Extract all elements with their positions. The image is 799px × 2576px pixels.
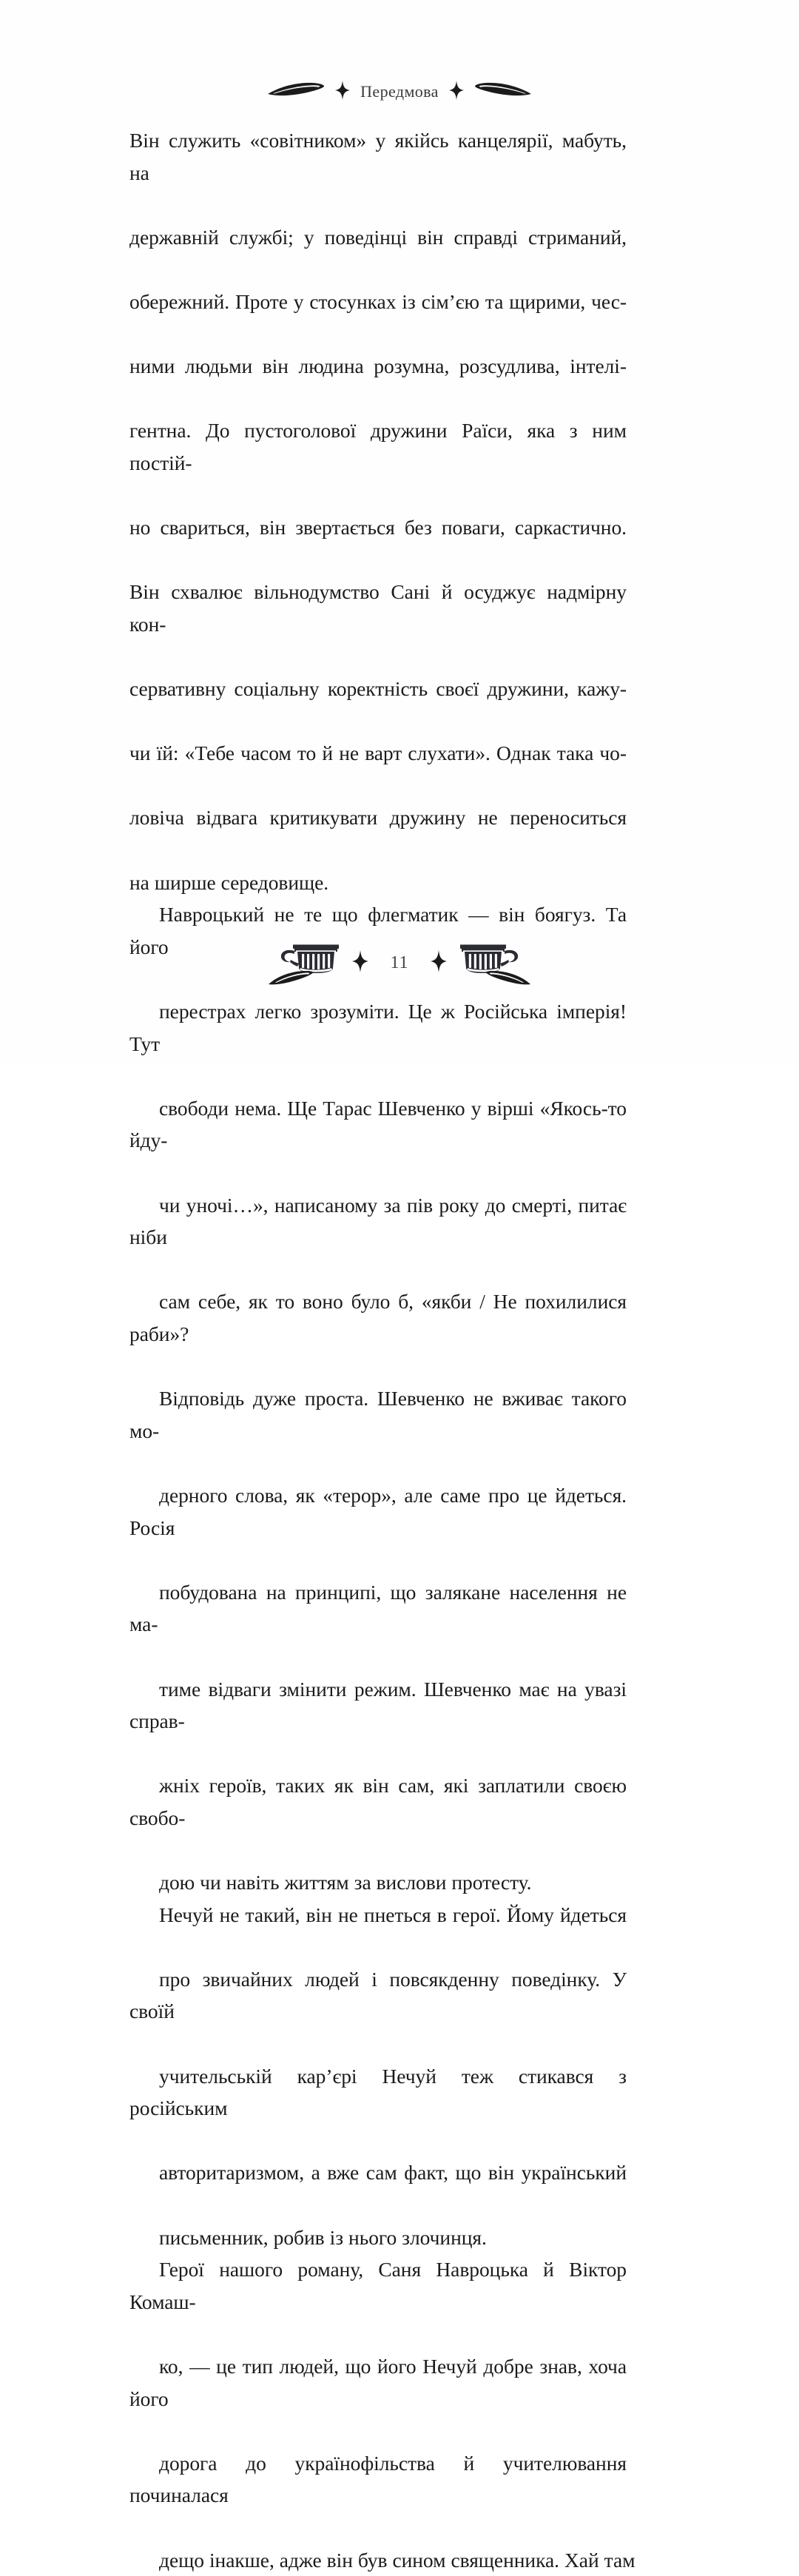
text-line: перестрах легко зрозуміти. Це ж Російська імперія! Тут bbox=[129, 1000, 627, 1055]
text-line: жніх героїв, таких як він сам, які заплатили своєю свобо- bbox=[129, 1774, 627, 1829]
text-line: авторитаризмом, а вже сам факт, що він український bbox=[159, 2161, 627, 2185]
paragraph bbox=[129, 2253, 636, 2576]
diamond-ornament bbox=[431, 950, 447, 976]
diamond-ornament bbox=[352, 950, 368, 976]
text-line: гентна. До пустоголової дружини Раїси, яка з ним постій- bbox=[129, 419, 627, 474]
text-line: дещо інакше, адже він був сином священника. Хай там bbox=[159, 2548, 636, 2572]
text-line: свободи нема. Ще Тарас Шевченко у вірші «Якось-то йду- bbox=[129, 1096, 627, 1152]
diamond-ornament bbox=[449, 81, 464, 104]
text-line: Герої нашого роману, Саня Навроцька й Віктор Комаш- bbox=[129, 2258, 627, 2313]
text-line: учительській кар’єрі Нечуй теж стикався з російським bbox=[129, 2064, 627, 2120]
text-line: дою чи навіть життям за вислови протесту. bbox=[159, 1871, 532, 1894]
urn-leaf-ornament bbox=[268, 938, 348, 987]
text-line: дерного слова, як «терор», але саме про це йдеться. Росія bbox=[129, 1483, 627, 1539]
text-line: письменник, робив із нього злочинця. bbox=[159, 2225, 487, 2249]
text-line: ловіча відвага критикувати дружину не переноситься bbox=[129, 806, 627, 830]
page-footer bbox=[0, 937, 799, 989]
text-line: обережний. Проте у стосунках із сім’єю та щирими, чес- bbox=[129, 289, 627, 313]
text-line: державній службі; у поведінці він справді стриманий, bbox=[129, 225, 627, 249]
running-head bbox=[0, 74, 799, 110]
text-line: Навроцький не те що флегматик — він боягуз. Та його bbox=[129, 903, 627, 958]
text-line: чи уночі…», написаному за пів року до смерті, питає ніби bbox=[129, 1193, 627, 1249]
paragraph bbox=[129, 1899, 627, 2254]
text-line: Нечуй не такий, він не пнеться в герої. Йому йдеться bbox=[159, 1903, 627, 1926]
text-line: сервативну соціальну коректність своєї дружини, кажу- bbox=[129, 677, 627, 701]
leaf-ornament bbox=[267, 81, 325, 104]
text-line: ними людьми він людина розумна, розсудлива, інтелі- bbox=[129, 354, 627, 378]
text-line: на ширше середовище. bbox=[129, 870, 329, 894]
leaf-ornament bbox=[474, 81, 532, 104]
text-line: Він служить «совітником» у якійсь канцелярії, мабуть, на bbox=[129, 129, 627, 184]
text-line: про звичайних людей і повсякденну поведінку. У своїй bbox=[129, 1967, 627, 2023]
urn-leaf-ornament bbox=[451, 938, 531, 987]
text-line: сам себе, як то воно було б, «якби / Не похилилися раби»? bbox=[129, 1290, 627, 1345]
text-line: Він схвалює вільнодумство Сані й осуджує надмірну кон- bbox=[129, 580, 627, 636]
text-line: тиме відваги змінити режим. Шевченко має на увазі справ- bbox=[129, 1677, 627, 1733]
body-text bbox=[129, 124, 636, 2576]
text-line: побудована на принципі, що залякане населення не ма- bbox=[129, 1580, 627, 1636]
text-line: ко, — це тип людей, що його Нечуй добре знав, хоча його bbox=[129, 2354, 627, 2410]
text-line: но свариться, він звертається без поваги, саркастично. bbox=[129, 516, 627, 539]
page-number: 11 bbox=[390, 952, 409, 972]
paragraph bbox=[129, 124, 627, 898]
diamond-ornament bbox=[335, 81, 350, 104]
text-line: Відповідь дуже проста. Шевченко не вживає такого мо- bbox=[129, 1387, 627, 1442]
page-title: Передмова bbox=[360, 82, 439, 101]
text-line: дорога до українофільства й учителювання починалася bbox=[129, 2451, 627, 2507]
paragraph bbox=[129, 898, 627, 1898]
text-line: чи їй: «Тебе часом то й не варт слухати». Однак така чо- bbox=[129, 741, 627, 765]
